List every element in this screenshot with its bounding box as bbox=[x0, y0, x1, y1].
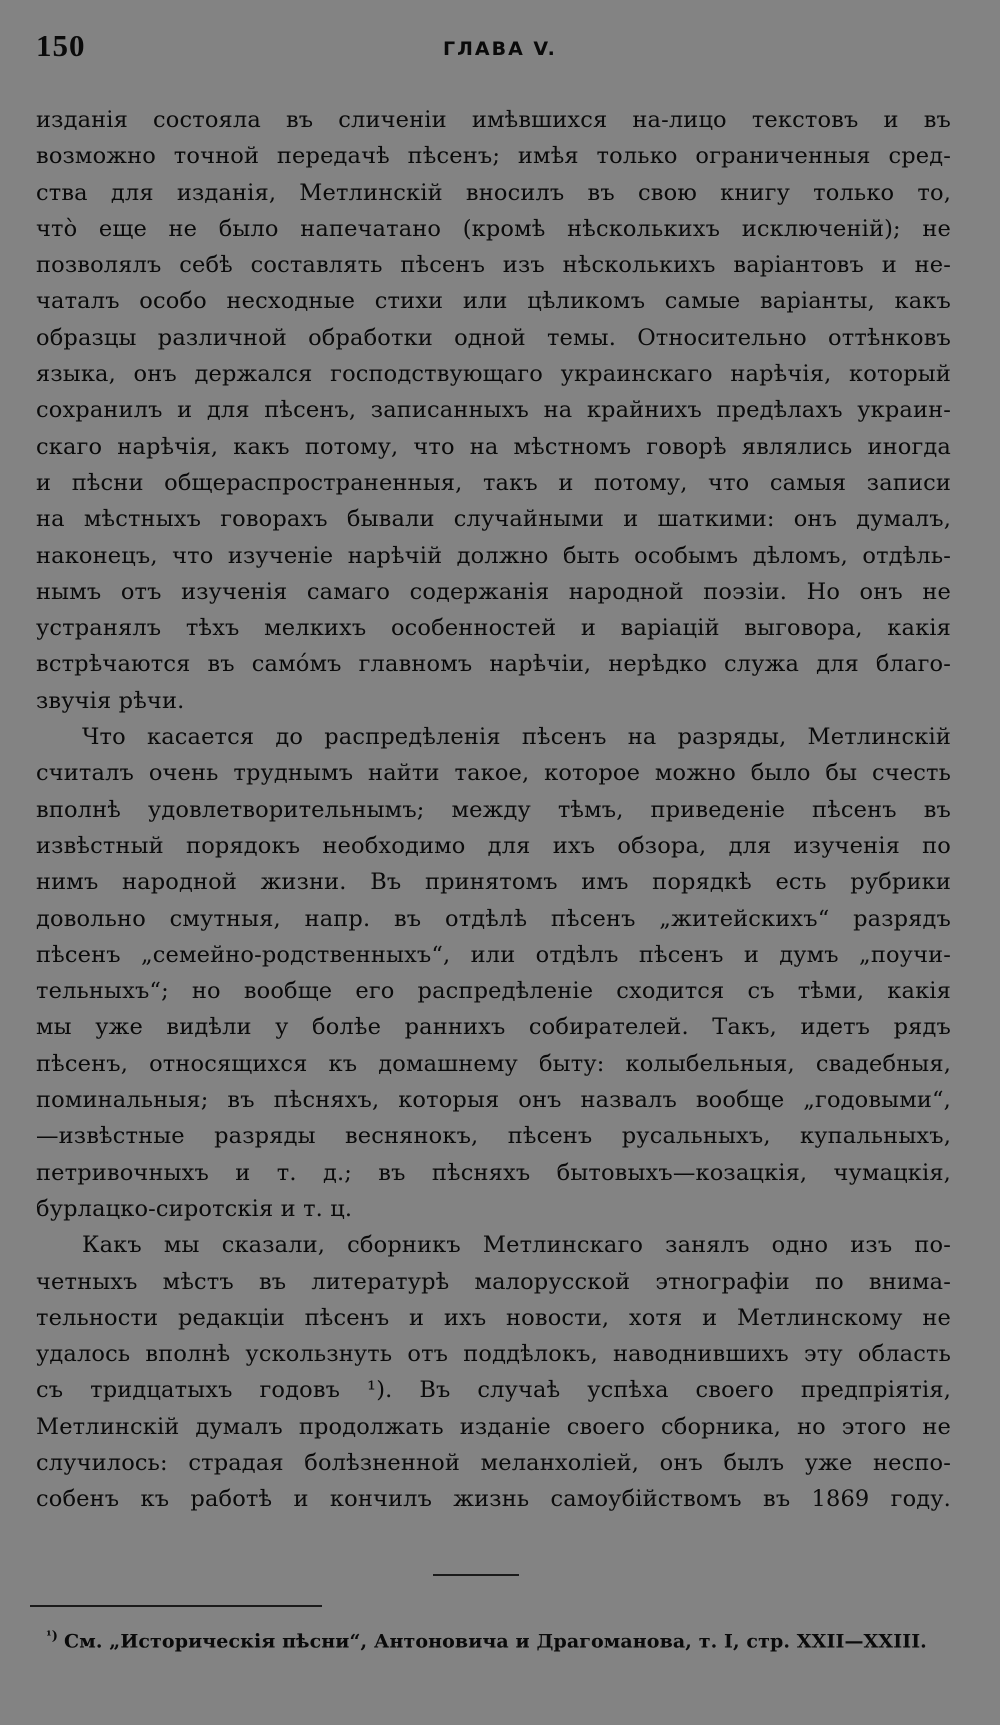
text-line: что̀ еще не было напечатано (кромѣ нѣсколькихъ исключеній); не bbox=[36, 215, 951, 242]
text-line: изданія состояла въ сличеніи имѣвшихся на-лицо текстовъ и въ bbox=[36, 107, 951, 133]
text-line: мы уже видѣли у болѣе раннихъ собирателей. Такъ, идетъ рядъ bbox=[36, 1014, 951, 1041]
chapter-title: ГЛАВА V. bbox=[443, 38, 557, 60]
text-line: вполнѣ удовлетворительнымъ; между тѣмъ, приведеніе пѣсенъ въ bbox=[36, 796, 951, 823]
text-line: считалъ очень труднымъ найти такое, которое можно было бы счесть bbox=[36, 760, 951, 787]
text-line: пѣсенъ, относящихся къ домашнему быту: колыбельныя, свадебныя, bbox=[36, 1050, 951, 1077]
text-line: устранялъ тѣхъ мелкихъ особенностей и варіацій выговора, какія bbox=[36, 615, 951, 642]
text-line: поминальныя; въ пѣсняхъ, которыя онъ назвалъ вообще „годовыми“, bbox=[36, 1087, 951, 1114]
text-line: петривочныхъ и т. д.; въ пѣсняхъ бытовыхъ—козацкія, чумацкія, bbox=[36, 1159, 951, 1186]
footnote-marker: ¹) bbox=[46, 1629, 59, 1644]
text-line: звучія рѣчи. bbox=[36, 687, 185, 714]
text-line: тельныхъ“; но вообще его распредѣленіе сходится съ тѣми, какія bbox=[36, 978, 951, 1005]
text-line: пѣсенъ „семейно-родственныхъ“, или отдѣлъ пѣсенъ и думъ „поучи- bbox=[36, 941, 951, 968]
page-number: 150 bbox=[36, 28, 86, 63]
text-line: довольно смутныя, напр. въ отдѣлѣ пѣсенъ „житейскихъ“ разрядъ bbox=[36, 905, 951, 932]
text-line: встрѣчаются въ само́мъ главномъ нарѣчіи, нерѣдко служа для благо- bbox=[36, 651, 951, 678]
text-line: Что касается до распредѣленія пѣсенъ на разряды, Метлинскій bbox=[82, 724, 951, 751]
text-line: собенъ къ работѣ и кончилъ жизнь самоубійствомъ въ 1869 году. bbox=[36, 1486, 951, 1513]
text-line: скаго нарѣчія, какъ потому, что на мѣстномъ говорѣ являлись иногда bbox=[36, 433, 951, 460]
text-line: чаталъ особо несходные стихи или цѣликомъ самые варіанты, какъ bbox=[36, 288, 951, 315]
text-line: на мѣстныхъ говорахъ бывали случайными и шаткими: онъ думалъ, bbox=[36, 506, 951, 533]
text-line: удалось вполнѣ ускользнуть отъ поддѣлокъ, наводнившихъ эту область bbox=[36, 1341, 951, 1368]
text-line: возможно точной передачѣ пѣсенъ; имѣя только ограниченныя сред- bbox=[36, 143, 951, 170]
text-line: съ тридцатыхъ годовъ ¹). Въ случаѣ успѣха своего предпріятія, bbox=[36, 1377, 951, 1404]
text-line: бурлацко-сиротскія и т. ц. bbox=[36, 1195, 353, 1222]
footnote bbox=[46, 1620, 956, 1658]
text-line: извѣстный порядокъ необходимо для ихъ обзора, для изученія по bbox=[36, 832, 951, 859]
text-line: ства для изданія, Метлинскій вносилъ въ свою книгу только то, bbox=[36, 179, 951, 206]
text-line: —извѣстные разряды веснянокъ, пѣсенъ русальныхъ, купальныхъ, bbox=[36, 1123, 951, 1150]
running-head bbox=[36, 28, 956, 72]
footnote-divider bbox=[30, 1605, 322, 1607]
text-line: тельности редакціи пѣсенъ и ихъ новости, хотя и Метлинскому не bbox=[36, 1304, 951, 1331]
text-line: наконецъ, что изученіе нарѣчій должно быть особымъ дѣломъ, отдѣль- bbox=[36, 542, 951, 569]
text-line: нимъ народной жизни. Въ принятомъ имъ порядкѣ есть рубрики bbox=[36, 869, 951, 896]
text-line: образцы различной обработки одной темы. Относительно оттѣнковъ bbox=[36, 324, 951, 351]
body-text bbox=[36, 102, 951, 1518]
footnote-text: См. „Историческія пѣсни“, Антоновича и Драгоманова, т. I, стр. XXII—XXIII. bbox=[64, 1630, 927, 1653]
section-end-rule bbox=[433, 1574, 519, 1576]
text-line: случилось: страдая болѣзненной меланхоліей, онъ былъ уже неспо- bbox=[36, 1449, 951, 1476]
text-line: Метлинскій думалъ продолжать изданіе своего сборника, но этого не bbox=[36, 1413, 951, 1440]
text-line: нымъ отъ изученія самаго содержанія народной поэзіи. Но онъ не bbox=[36, 578, 951, 605]
text-line: позволялъ себѣ составлять пѣсенъ изъ нѣсколькихъ варіантовъ и не- bbox=[36, 252, 951, 279]
text-line: четныхъ мѣстъ въ литературѣ малорусской этнографіи по внима- bbox=[36, 1268, 951, 1295]
text-line: сохранилъ и для пѣсенъ, записанныхъ на крайнихъ предѣлахъ украин- bbox=[36, 397, 951, 424]
text-line: и пѣсни общераспространенныя, такъ и потому, что самыя записи bbox=[36, 469, 951, 496]
text-line: Какъ мы сказали, сборникъ Метлинскаго занялъ одно изъ по- bbox=[82, 1232, 951, 1259]
text-line: языка, онъ держался господствующаго украинскаго нарѣчія, который bbox=[36, 361, 951, 388]
